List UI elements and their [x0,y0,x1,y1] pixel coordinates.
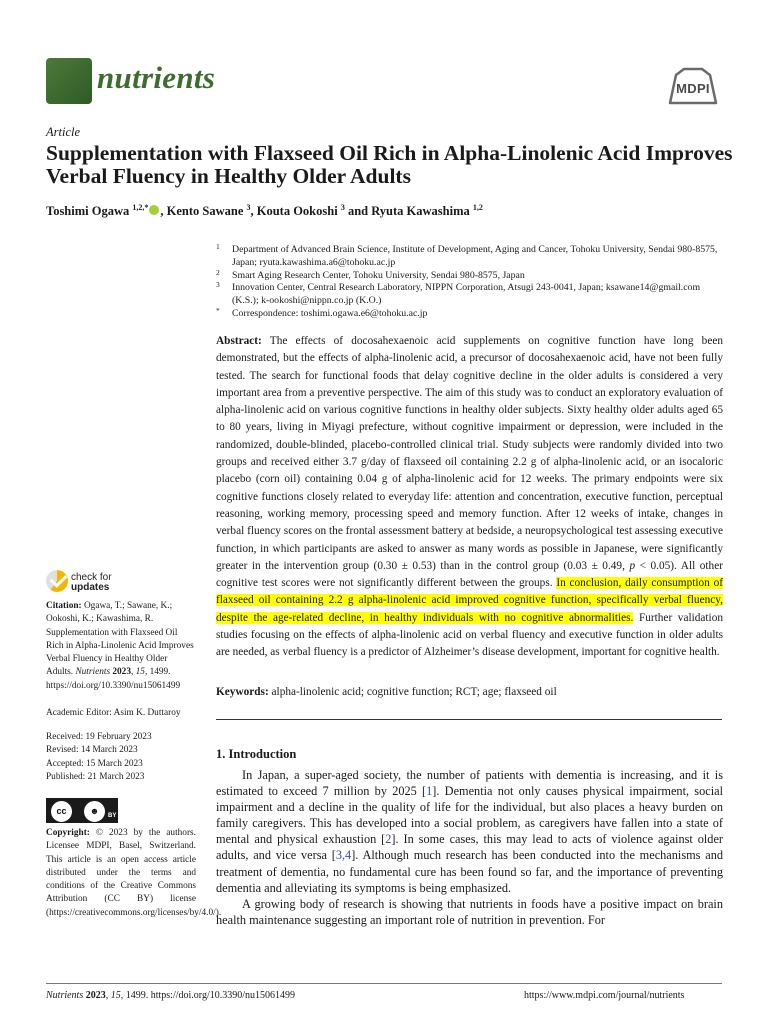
paragraph: A growing body of research is showing that nutrients in foods have a positive impact on brain health maintenance suggesting an important role of nutrition in prevention. For [216,896,723,927]
footer-year: 2023 [83,990,106,1001]
affiliation-text: Innovation Center, Central Research Laboratory, NIPPN Corporation, Atsugi 243-0041, Japan; ksawane14@gmail.com (K.S.); k-ookoshi@nippn.co.jp (K.O.) [232,282,701,307]
check-for-updates-label [71,573,112,593]
check-for-updates-button[interactable] [46,569,166,599]
citation-label: Citation: [46,601,82,611]
citation-year: 2023 [110,667,131,678]
author-name[interactable]: , Kento Sawane [160,204,244,219]
citation-text: Ogawa, T.; Sawane, K.; Ookoshi, K.; Kawashima, R. Supplementation with Flaxseed Oil Rich in Alpha-Linolenic Acid Improves Verbal Fluency in Healthy Older Adults. [46,601,194,678]
affiliation-item [216,282,726,308]
revised-date: Revised: 14 March 2023 [46,745,138,756]
keywords-text: alpha-linolenic acid; cognitive function; RCT; age; flaxseed oil [268,686,557,698]
author-name[interactable]: , Kouta Ookoshi [250,204,338,219]
cc-icon: cc [51,801,72,822]
affiliation-item [216,305,726,321]
affiliation-number: 2 [216,267,220,277]
correspondence-text: Correspondence: toshimi.ogawa.e6@tohoku.ac.jp [232,307,428,319]
copyright-text: © 2023 by the authors. Licensee MDPI, Basel, Switzerland. This article is an open access article distributed under the terms and conditions of the Creative Commons Attribution (CC BY) license (https://creativecommons.org/licenses/by/4.0/). [46,828,222,918]
author-affiliation-marker: 3 [340,203,345,212]
paragraph-text: ]. Although much research has been conducted into the mechanisms and treatment of dementia, no fundamental cure has been found so far, and the importance of preventing dementia and alleviating its symptoms is being emphasized. [216,848,723,895]
footer-citation [46,990,295,1001]
accepted-date: Accepted: 15 March 2023 [46,758,143,769]
affiliation-number: * [216,305,220,315]
affiliation-text: Smart Aging Research Center, Tohoku University, Sendai 980-8575, Japan [232,269,525,281]
affiliation-number: 3 [216,280,220,290]
citation-link[interactable]: 1 [426,784,433,799]
p-value-symbol: p [629,559,636,572]
keywords [216,686,723,698]
footer-volume: , 15 [105,990,121,1001]
affiliation-text: Department of Advanced Brain Science, Institute of Development, Aging and Cancer, Tohoku University, Sendai 980-8575, Japan; ryuta.kawashima.a6@tohoku.ac.jp [232,244,718,268]
author-affiliation-marker: 1,2,* [132,203,149,212]
affiliation-item [216,244,726,270]
abstract-text: < 0.05). All other cognitive test scores were not significantly different between the groups. [216,559,723,590]
journal-name: nutrients [97,60,216,95]
paragraph-text: ]. In some cases, this may lead to acts of violence against older adults, and vice versa [ [216,832,723,863]
author-affiliation-marker: 3 [246,203,251,212]
author-list [46,203,483,219]
person-icon: ☻ [84,801,105,822]
citation-link[interactable]: 2 [385,832,392,847]
section-divider [216,719,722,720]
footer-journal-url[interactable]: https://www.mdpi.com/journal/nutrients [524,990,685,1001]
check-for-updates-icon [46,570,68,592]
cc-by-license-badge[interactable] [46,798,118,823]
citation-volume: , 15 [130,667,145,678]
copyright-block [46,827,222,920]
introduction-body [216,767,723,928]
published-date: Published: 21 March 2023 [46,771,145,782]
footer-doi[interactable]: , 1499. https://doi.org/10.3390/nu15061499 [120,990,296,1001]
received-date: Received: 19 February 2023 [46,732,152,742]
abstract-label: Abstract: [216,335,262,347]
section-heading: 1. Introduction [216,747,297,761]
paragraph-text: In Japan, a super-aged society, the number of patients with dementia is increasing, and it is estimated to exceed 7 million by 2025 [ [216,768,723,799]
affiliations [216,244,726,321]
article-type: Article [46,125,81,139]
citation-block [46,600,196,693]
citation-link[interactable]: 3,4 [335,848,352,863]
journal-logo-icon [46,58,92,104]
copyright-label: Copyright: [46,828,90,838]
footer-divider [46,983,722,984]
citation-doi[interactable]: , 1499. https://doi.org/10.3390/nu15061499 [46,667,181,691]
affiliation-item [216,267,726,283]
keywords-label: Keywords: [216,686,269,698]
author-name[interactable]: and Ryuta Kawashima [344,204,470,219]
check-for-updates-line1: check for [71,572,112,583]
mdpi-logo [668,67,718,105]
author-name[interactable]: Toshimi Ogawa [46,204,130,219]
highlighted-text[interactable]: In conclusion, daily consumption of flaxseed oil containing 2.2 g alpha-linolenic acid improved cognitive function, specifically verbal fluency, despite the age-related decline, in healthy individuals with no cognitive abnormalities. [216,577,723,624]
academic-editor: Academic Editor: Asim K. Duttaroy [46,708,181,718]
paragraph-text: ]. Dementia not only causes physical impairment, social impairment and a decline in the quality of life for the individual, but also places a heavy burden on family caregivers. This has developed into a social problem, as caregivers have fallen into a state of mental and physical exhaustion [ [216,784,723,847]
citation-journal: Nutrients [75,667,111,678]
abstract-text: The effects of docosahexaenoic acid supplements on cognitive function have long been demonstrated, but the effects of alpha-linolenic acid, a precursor of docosahexaenoic acid, have not been fully tested. The search for functional foods that delay cognitive decline in the older adults is considered a very important area from a preventive perspective. The aim of this study was to conduct an exploratory evaluation of alpha-linolenic acid on various cognitive functions in healthy older subjects. Sixty healthy older adults aged 65 to 80 years, living in Miyagi prefecture, without cognitive impairment or depression, were included in the randomized, double-blinded, placebo-controlled clinical trial. Study subjects were randomly divided into two groups and received either 3.7 g/day of flaxseed oil containing 2.2 g of alpha-linolenic acid, or an isocaloric placebo (corn oil) containing 0.04 g of alpha-linolenic acid for 12 weeks. The primary endpoints were six cognitive functions closely related to everyday life: attention and concentration, executive function, perceptual reasoning, working memory, processing speed and memory function. After 12 weeks of intake, changes in verbal fluency scores on the frontal assessment battery at bedside, a neuropsychological test assessing executive function, in which participants are asked to answer as many words as possible in Japanese, were significantly greater in the intervention group (0.30 ± 0.53) than in the control group (0.03 ± 0.49, [216,335,723,572]
cc-by-label: BY [108,813,117,819]
mdpi-logo-text: MDPI [676,81,710,96]
publication-dates [46,731,196,784]
paragraph [216,767,723,896]
check-for-updates-line2: updates [71,582,110,593]
orcid-icon[interactable] [149,205,159,215]
abstract [216,333,723,662]
abstract-text: Further validation studies focusing on the effects of alpha-linolenic acid on verbal fluency and executive function in older adults are needed, as verbal fluency is a predictor of Alzheimer’s disease development, important for cognitive health. [216,611,723,659]
affiliation-number: 1 [216,242,220,251]
article-title: Supplementation with Flaxseed Oil Rich in Alpha-Linolenic Acid Improves Verbal Fluency in Healthy Older Adults [46,141,733,188]
author-affiliation-marker: 1,2 [472,203,483,212]
footer-journal: Nutrients [46,990,84,1001]
